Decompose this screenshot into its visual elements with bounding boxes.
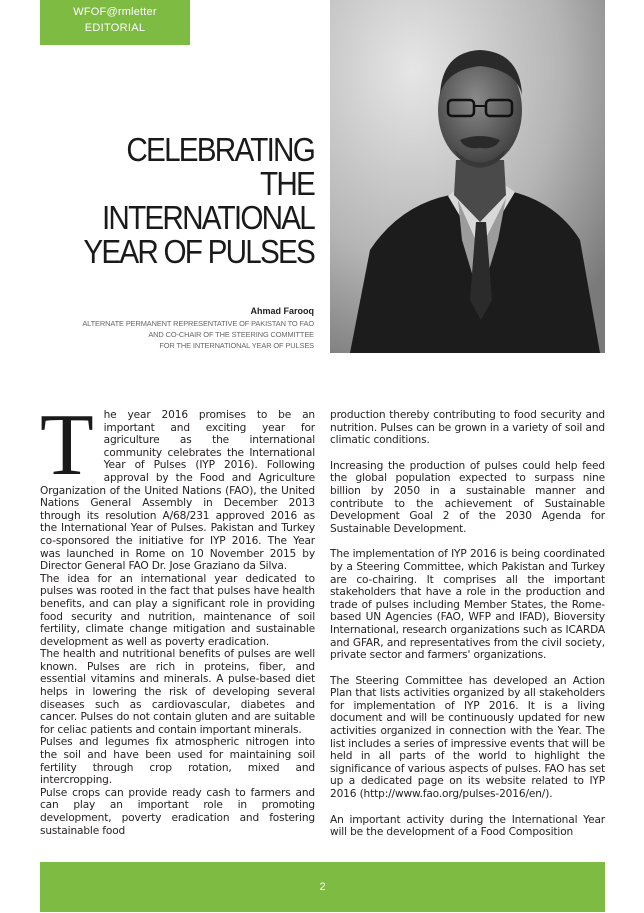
author-role: [40, 318, 314, 351]
article-paragraph: The Steering Committee has developed an Action Plan that lists activities organized by all stakeholders for implementation of IYP 2016. It is a living document and will be continuously updated for new activities organized in connection with the Year. The list includes a series of impressive events that will be held in all parts of the world to highlight the significance of various aspects of pulses. FAO has set up a dedicated page on its website related to IYP 2016 (http://www.fao.org/pulses-2016/en/).: [330, 674, 605, 801]
section-label: EDITORIAL: [84, 22, 146, 34]
title-line: CELEBRATING: [126, 131, 315, 168]
article-paragraph: Pulses and legumes fix atmospheric nitrogen into the soil and have been used for maintaining soil fertility through crop rotation, mixed and intercropping.: [40, 736, 315, 787]
portrait-photo-icon: [330, 0, 605, 353]
title-line: THE: [260, 165, 314, 202]
author-name: Ahmad Farooq: [250, 306, 314, 316]
author-role-line: FOR THE INTERNATIONAL YEAR OF PULSES: [159, 341, 314, 350]
section-tab: [40, 0, 190, 45]
article-paragraph: Increasing the production of pulses could help feed the global population expected to surpass nine billion by 2050 in a sustainable manner and contribute to the achievement of Sustainable Development Goal 2 of the 2030 Agenda for Sustainable Development.: [330, 459, 605, 535]
page-footer: [40, 862, 605, 912]
article-paragraph: Pulse crops can provide ready cash to farmers and can play an important role in promoting development, poverty eradication and fostering sustainable food: [40, 786, 315, 837]
article-column-left: [40, 397, 315, 837]
article-paragraph: [40, 397, 315, 573]
magazine-name: WFOF@rmletter: [73, 6, 157, 18]
author-role-line: ALTERNATE PERMANENT REPRESENTATIVE OF PAKISTAN TO FAO: [82, 319, 314, 328]
article-paragraph: The implementation of IYP 2016 is being coordinated by a Steering Committee, which Pakistan and Turkey are co-chairing. It comprises all the important stakeholders that have a role in the production and trade of pulses including Member States, the Rome-based UN Agencies (FAO, WFP and IFAD), Bioversity International, research organizations such as ICARDA and GFAR, and representatives from the civil society, private sector and farmers' organizations.: [330, 548, 605, 662]
article-paragraph: production thereby contributing to food security and nutrition. Pulses can be grown in a variety of soil and climatic conditions.: [330, 409, 605, 447]
title-line: INTERNATIONAL: [101, 199, 314, 236]
page-number: 2: [319, 881, 326, 893]
article-paragraph: The health and nutritional benefits of pulses are well known. Pulses are rich in proteins, fiber, and essential vitamins and minerals. A pulse-based diet helps in lowering the risk of developing several diseases such as cardiovascular, diabetes and cancer. Pulses do not contain gluten and are suitable for celiac patients and contain important minerals.: [40, 648, 315, 736]
byline: [40, 306, 314, 351]
title-line: YEAR OF PULSES: [83, 233, 314, 270]
article-paragraph: An important activity during the International Year will be the development of a Food Composition: [330, 813, 605, 839]
author-photo: [330, 0, 605, 353]
author-role-line: AND CO-CHAIR OF THE STEERING COMMITTEE: [148, 330, 314, 339]
article-column-right: [330, 409, 605, 852]
drop-cap: T: [40, 397, 94, 494]
article-paragraph: The idea for an international year dedicated to pulses was rooted in the fact that pulses have health benefits, and can play a significant role in providing food security and nutrition, maintenance of soil fertility, climate change mitigation and sustainable development as well as poverty eradication.: [40, 572, 315, 648]
article-title: [67, 133, 314, 269]
paragraph-text: he year 2016 promises to be an important and exciting year for agriculture as the international community celebrates the International Year of Pulses (IYP 2016). Following approval by the Food and Agriculture Organization of the United Nations (FAO), the United Nations General Assembly in December 2013 through its resolution A/68/231 approved 2016 as the International Year of Pulses. Pakistan and Turkey co-sponsored the initiative for IYP 2016. The Year was launched in Rome on 10 November 2015 by Director General FAO Dr. Jose Graziano da Silva.: [40, 409, 315, 573]
